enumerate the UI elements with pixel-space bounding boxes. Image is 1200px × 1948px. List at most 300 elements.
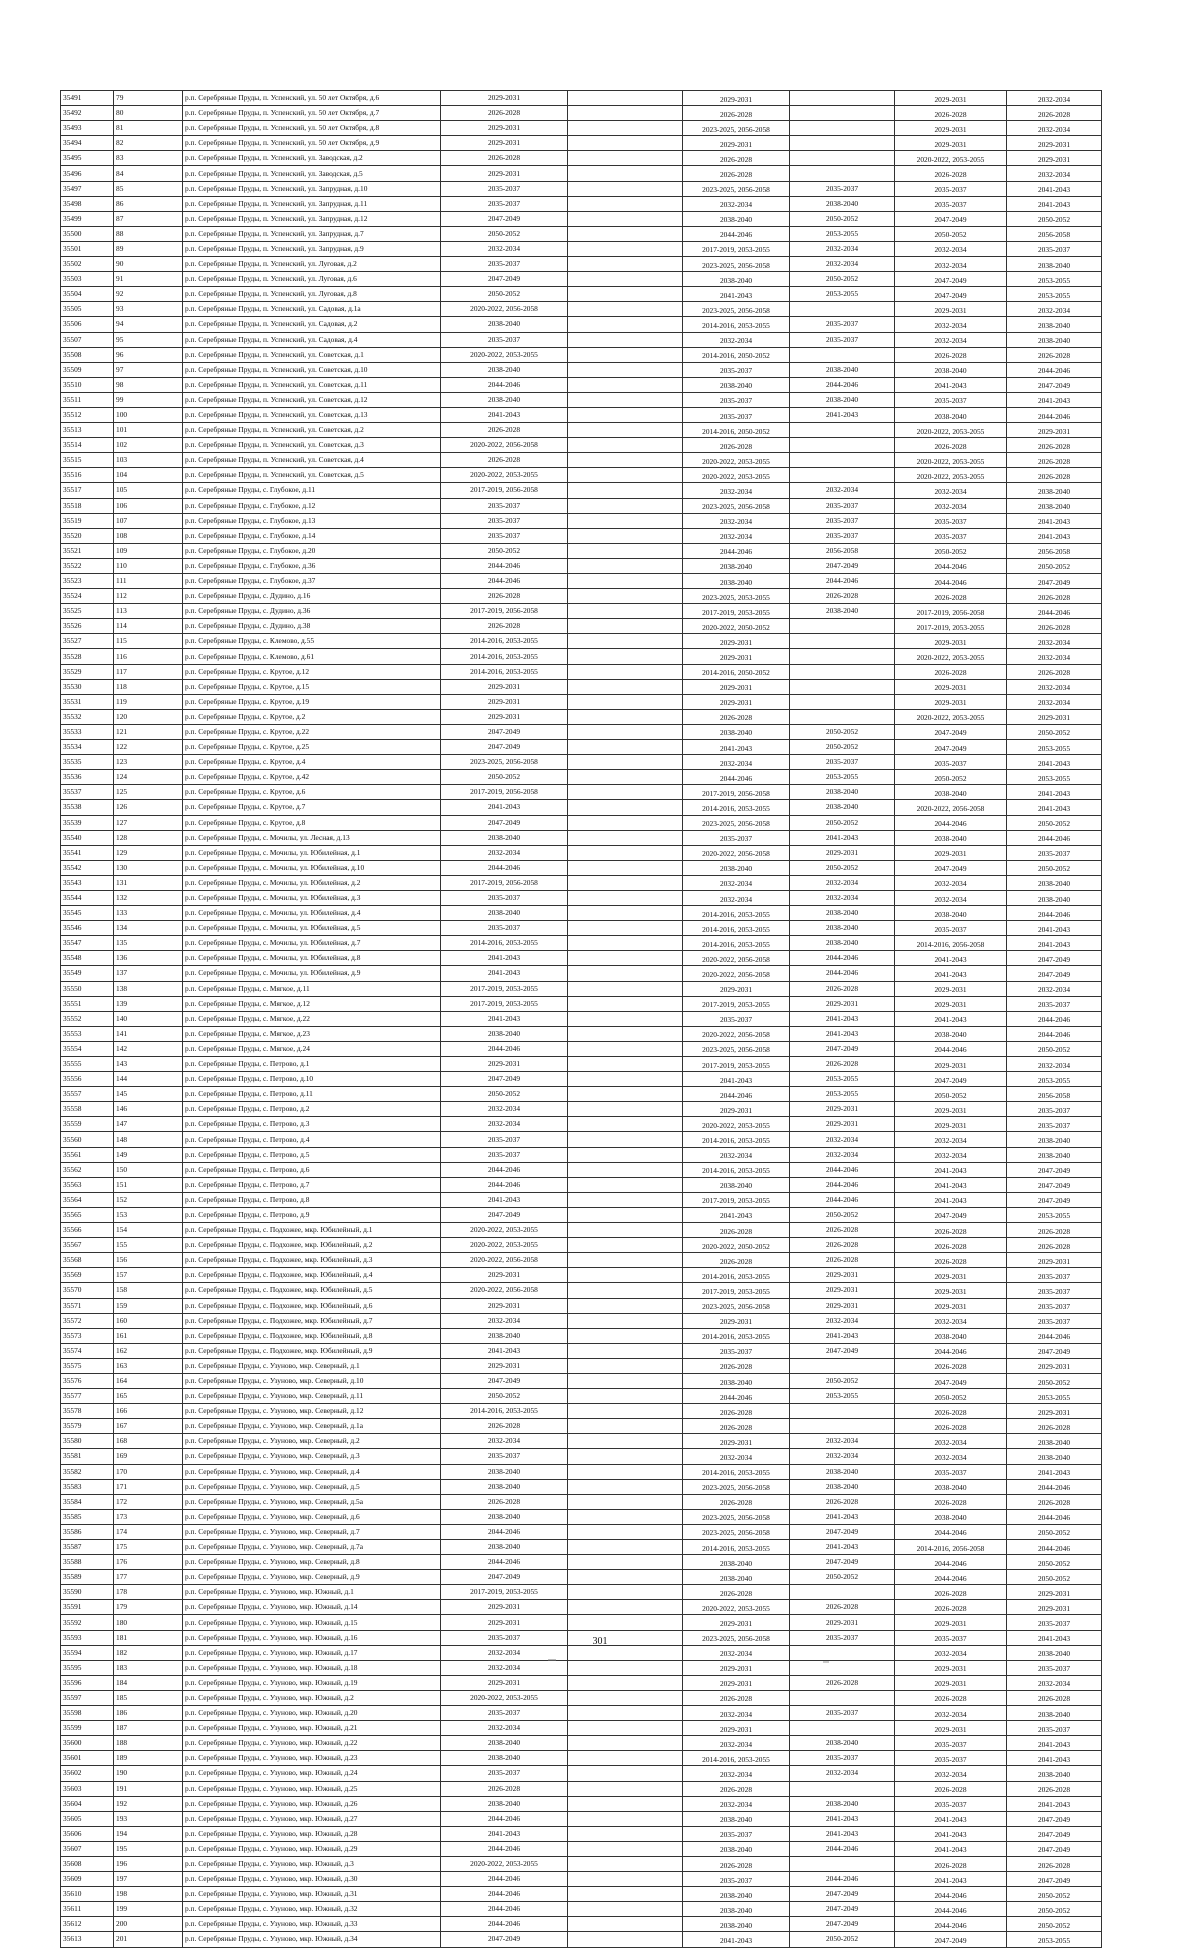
period-cell-1: 2050-2052 xyxy=(441,1087,568,1102)
period-cell-2 xyxy=(568,1328,683,1343)
table-row xyxy=(61,981,1102,996)
period-cell-3: 2044-2046 xyxy=(683,1087,790,1102)
period-cell-1: 2020-2022, 2053-2055 xyxy=(441,1223,568,1238)
period-cell-3: 2020-2022, 2056-2058 xyxy=(683,951,790,966)
period-cell-4: 2029-2031 xyxy=(790,1117,895,1132)
table-row xyxy=(61,1026,1102,1041)
period-cell-2 xyxy=(568,196,683,211)
period-cell-2 xyxy=(568,619,683,634)
period-cell-5: 2044-2046 xyxy=(895,558,1007,573)
period-cell-5: 2038-2040 xyxy=(895,362,1007,377)
record-id-cell: 35558 xyxy=(61,1102,114,1117)
period-cell-5: 2035-2037 xyxy=(895,181,1007,196)
period-cell-6: 2041-2043 xyxy=(1007,1736,1102,1751)
period-cell-5: 2035-2037 xyxy=(895,513,1007,528)
table-row xyxy=(61,845,1102,860)
address-cell: р.п. Серебряные Пруды, с. Узуново, мкр. Северный, д.3 xyxy=(183,1449,441,1464)
address-cell: р.п. Серебряные Пруды, с. Подхожее, мкр. Юбилейный, д.7 xyxy=(183,1313,441,1328)
period-cell-4: 2041-2043 xyxy=(790,1509,895,1524)
record-id-cell: 35526 xyxy=(61,619,114,634)
period-cell-2 xyxy=(568,468,683,483)
row-number-cell: 194 xyxy=(114,1826,183,1841)
period-cell-3: 2026-2028 xyxy=(683,1585,790,1600)
row-number-cell: 154 xyxy=(114,1223,183,1238)
period-cell-6: 2050-2052 xyxy=(1007,1041,1102,1056)
period-cell-4: 2035-2037 xyxy=(790,498,895,513)
address-cell: р.п. Серебряные Пруды, п. Успенский, ул. Заводская, д.2 xyxy=(183,151,441,166)
period-cell-2 xyxy=(568,1373,683,1388)
period-cell-6: 2038-2040 xyxy=(1007,483,1102,498)
period-cell-4: 2026-2028 xyxy=(790,589,895,604)
period-cell-4: 2035-2037 xyxy=(790,1706,895,1721)
address-cell: р.п. Серебряные Пруды, п. Успенский, ул. Запрудная, д.12 xyxy=(183,211,441,226)
period-cell-4: 2032-2034 xyxy=(790,1766,895,1781)
period-cell-4: 2026-2028 xyxy=(790,1600,895,1615)
period-cell-1: 2020-2022, 2053-2055 xyxy=(441,1690,568,1705)
period-cell-5: 2032-2034 xyxy=(895,1706,1007,1721)
record-id-cell: 35565 xyxy=(61,1207,114,1222)
period-cell-1: 2035-2037 xyxy=(441,1766,568,1781)
period-cell-3: 2029-2031 xyxy=(683,981,790,996)
table-row xyxy=(61,1570,1102,1585)
period-cell-4: 2050-2052 xyxy=(790,1932,895,1947)
period-cell-5: 2032-2034 xyxy=(895,1147,1007,1162)
period-cell-4: 2026-2028 xyxy=(790,981,895,996)
period-cell-6: 2035-2037 xyxy=(1007,1117,1102,1132)
period-cell-3: 2029-2031 xyxy=(683,1615,790,1630)
period-cell-6: 2053-2055 xyxy=(1007,1207,1102,1222)
record-id-cell: 35578 xyxy=(61,1404,114,1419)
period-cell-4: 2053-2055 xyxy=(790,287,895,302)
period-cell-1: 2047-2049 xyxy=(441,1932,568,1947)
period-cell-3: 2038-2040 xyxy=(683,1177,790,1192)
period-cell-2 xyxy=(568,1917,683,1932)
row-number-cell: 118 xyxy=(114,679,183,694)
record-id-cell: 35530 xyxy=(61,679,114,694)
row-number-cell: 153 xyxy=(114,1207,183,1222)
period-cell-5: 2026-2028 xyxy=(895,1253,1007,1268)
row-number-cell: 200 xyxy=(114,1917,183,1932)
record-id-cell: 35585 xyxy=(61,1509,114,1524)
address-cell: р.п. Серебряные Пруды, с. Глубокое, д.11 xyxy=(183,483,441,498)
table-row xyxy=(61,121,1102,136)
address-cell: р.п. Серебряные Пруды, с. Узуново, мкр. Южный, д.29 xyxy=(183,1841,441,1856)
period-cell-1: 2041-2043 xyxy=(441,966,568,981)
period-cell-4: 2029-2031 xyxy=(790,1615,895,1630)
record-id-cell: 35601 xyxy=(61,1751,114,1766)
period-cell-6: 2050-2052 xyxy=(1007,211,1102,226)
period-cell-1: 2032-2034 xyxy=(441,1117,568,1132)
row-number-cell: 170 xyxy=(114,1464,183,1479)
table-row xyxy=(61,1072,1102,1087)
period-cell-4: 2044-2046 xyxy=(790,1872,895,1887)
row-number-cell: 152 xyxy=(114,1192,183,1207)
address-cell: р.п. Серебряные Пруды, п. Успенский, ул. Заводская, д.5 xyxy=(183,166,441,181)
table-row xyxy=(61,830,1102,845)
period-cell-4: 2050-2052 xyxy=(790,211,895,226)
period-cell-2 xyxy=(568,302,683,317)
period-cell-2 xyxy=(568,226,683,241)
table-row xyxy=(61,1660,1102,1675)
address-cell: р.п. Серебряные Пруды, с. Мягкое, д.22 xyxy=(183,1011,441,1026)
period-cell-4 xyxy=(790,1781,895,1796)
record-id-cell: 35567 xyxy=(61,1238,114,1253)
record-id-cell: 35602 xyxy=(61,1766,114,1781)
row-number-cell: 150 xyxy=(114,1162,183,1177)
record-id-cell: 35511 xyxy=(61,392,114,407)
record-id-cell: 35611 xyxy=(61,1902,114,1917)
table-row xyxy=(61,1358,1102,1373)
period-cell-1: 2044-2046 xyxy=(441,1841,568,1856)
record-id-cell: 35518 xyxy=(61,498,114,513)
row-number-cell: 137 xyxy=(114,966,183,981)
row-number-cell: 163 xyxy=(114,1358,183,1373)
period-cell-3: 2032-2034 xyxy=(683,528,790,543)
period-cell-1: 2047-2049 xyxy=(441,272,568,287)
table-row xyxy=(61,1268,1102,1283)
address-cell: р.п. Серебряные Пруды, с. Узуново, мкр. Южный, д.14 xyxy=(183,1600,441,1615)
period-cell-3: 2014-2016, 2053-2055 xyxy=(683,1540,790,1555)
record-id-cell: 35549 xyxy=(61,966,114,981)
row-number-cell: 191 xyxy=(114,1781,183,1796)
table-row xyxy=(61,1917,1102,1932)
record-id-cell: 35582 xyxy=(61,1464,114,1479)
period-cell-4 xyxy=(790,1645,895,1660)
record-id-cell: 35593 xyxy=(61,1630,114,1645)
period-cell-2 xyxy=(568,1706,683,1721)
period-cell-2 xyxy=(568,1162,683,1177)
address-cell: р.п. Серебряные Пруды, с. Узуново, мкр. Южный, д.26 xyxy=(183,1796,441,1811)
period-cell-2 xyxy=(568,1057,683,1072)
row-number-cell: 186 xyxy=(114,1706,183,1721)
period-cell-6: 2035-2037 xyxy=(1007,1615,1102,1630)
period-cell-6: 2035-2037 xyxy=(1007,1313,1102,1328)
period-cell-3: 2041-2043 xyxy=(683,1207,790,1222)
period-cell-4: 2041-2043 xyxy=(790,1011,895,1026)
table-row xyxy=(61,543,1102,558)
period-cell-5: 2026-2028 xyxy=(895,1781,1007,1796)
period-cell-2 xyxy=(568,936,683,951)
period-cell-1: 2014-2016, 2053-2055 xyxy=(441,634,568,649)
period-cell-1: 2035-2037 xyxy=(441,1630,568,1645)
record-id-cell: 35516 xyxy=(61,468,114,483)
period-cell-4: 2038-2040 xyxy=(790,1464,895,1479)
table-row xyxy=(61,377,1102,392)
record-id-cell: 35603 xyxy=(61,1781,114,1796)
table-row xyxy=(61,1313,1102,1328)
address-cell: р.п. Серебряные Пруды, п. Успенский, ул. Луговая, д.2 xyxy=(183,257,441,272)
period-cell-5: 2029-2031 xyxy=(895,1102,1007,1117)
period-cell-2 xyxy=(568,694,683,709)
period-cell-1: 2044-2046 xyxy=(441,1887,568,1902)
period-cell-3: 2032-2034 xyxy=(683,1147,790,1162)
period-cell-2 xyxy=(568,1479,683,1494)
row-number-cell: 151 xyxy=(114,1177,183,1192)
period-cell-5: 2029-2031 xyxy=(895,136,1007,151)
row-number-cell: 102 xyxy=(114,438,183,453)
period-cell-4 xyxy=(790,347,895,362)
record-id-cell: 35501 xyxy=(61,241,114,256)
address-cell: р.п. Серебряные Пруды, с. Узуново, мкр. Северный, д.7а xyxy=(183,1540,441,1555)
period-cell-2 xyxy=(568,1751,683,1766)
period-cell-5: 2026-2028 xyxy=(895,347,1007,362)
period-cell-4 xyxy=(790,694,895,709)
address-cell: р.п. Серебряные Пруды, с. Узуново, мкр. Северный, д.4 xyxy=(183,1464,441,1479)
period-cell-5: 2029-2031 xyxy=(895,1298,1007,1313)
period-cell-2 xyxy=(568,1223,683,1238)
address-cell: р.п. Серебряные Пруды, с. Дудино, д.16 xyxy=(183,589,441,604)
period-cell-6: 2032-2034 xyxy=(1007,649,1102,664)
period-cell-2 xyxy=(568,679,683,694)
record-id-cell: 35541 xyxy=(61,845,114,860)
period-cell-5: 2044-2046 xyxy=(895,1555,1007,1570)
period-cell-5: 2020-2022, 2053-2055 xyxy=(895,151,1007,166)
period-cell-2 xyxy=(568,543,683,558)
period-cell-5: 2041-2043 xyxy=(895,377,1007,392)
table-row xyxy=(61,694,1102,709)
row-number-cell: 156 xyxy=(114,1253,183,1268)
period-cell-2 xyxy=(568,966,683,981)
period-cell-3: 2044-2046 xyxy=(683,1389,790,1404)
record-id-cell: 35574 xyxy=(61,1343,114,1358)
address-cell: р.п. Серебряные Пруды, п. Успенский, ул. Советская, д.12 xyxy=(183,392,441,407)
period-cell-5: 2026-2028 xyxy=(895,1419,1007,1434)
table-row xyxy=(61,1419,1102,1434)
row-number-cell: 185 xyxy=(114,1690,183,1705)
table-row xyxy=(61,619,1102,634)
period-cell-6: 2056-2058 xyxy=(1007,1087,1102,1102)
period-cell-6: 2038-2040 xyxy=(1007,875,1102,890)
period-cell-3: 2038-2040 xyxy=(683,1570,790,1585)
period-cell-6: 2038-2040 xyxy=(1007,890,1102,905)
record-id-cell: 35607 xyxy=(61,1841,114,1856)
period-cell-1: 2041-2043 xyxy=(441,1826,568,1841)
period-cell-1: 2035-2037 xyxy=(441,1706,568,1721)
period-cell-4: 2038-2040 xyxy=(790,921,895,936)
address-cell: р.п. Серебряные Пруды, с. Мочилы, ул. Юбилейная, д.5 xyxy=(183,921,441,936)
period-cell-6: 2041-2043 xyxy=(1007,181,1102,196)
period-cell-1: 2050-2052 xyxy=(441,287,568,302)
row-number-cell: 109 xyxy=(114,543,183,558)
record-id-cell: 35590 xyxy=(61,1585,114,1600)
period-cell-5: 2041-2043 xyxy=(895,966,1007,981)
table-row xyxy=(61,1675,1102,1690)
period-cell-4: 2032-2034 xyxy=(790,1434,895,1449)
period-cell-5: 2044-2046 xyxy=(895,1570,1007,1585)
period-cell-2 xyxy=(568,1540,683,1555)
row-number-cell: 135 xyxy=(114,936,183,951)
row-number-cell: 112 xyxy=(114,589,183,604)
period-cell-2 xyxy=(568,347,683,362)
period-cell-4: 2044-2046 xyxy=(790,1177,895,1192)
period-cell-6: 2041-2043 xyxy=(1007,1464,1102,1479)
table-row xyxy=(61,1117,1102,1132)
period-cell-5: 2026-2028 xyxy=(895,1690,1007,1705)
row-number-cell: 148 xyxy=(114,1132,183,1147)
period-cell-3: 2017-2019, 2053-2055 xyxy=(683,241,790,256)
period-cell-4 xyxy=(790,1660,895,1675)
table-row xyxy=(61,211,1102,226)
address-cell: р.п. Серебряные Пруды, с. Узуново, мкр. Северный, д.7 xyxy=(183,1524,441,1539)
record-id-cell: 35538 xyxy=(61,800,114,815)
period-cell-3: 2026-2028 xyxy=(683,151,790,166)
period-cell-3: 2038-2040 xyxy=(683,1902,790,1917)
period-cell-2 xyxy=(568,1313,683,1328)
period-cell-3: 2029-2031 xyxy=(683,1102,790,1117)
period-cell-2 xyxy=(568,377,683,392)
row-number-cell: 199 xyxy=(114,1902,183,1917)
period-cell-1: 2038-2040 xyxy=(441,906,568,921)
period-cell-1: 2038-2040 xyxy=(441,1479,568,1494)
record-id-cell: 35543 xyxy=(61,875,114,890)
table-row xyxy=(61,91,1102,106)
address-cell: р.п. Серебряные Пруды, п. Успенский, ул. Советская, д.1 xyxy=(183,347,441,362)
record-id-cell: 35596 xyxy=(61,1675,114,1690)
address-cell: р.п. Серебряные Пруды, с. Мочилы, ул. Лесная, д.13 xyxy=(183,830,441,845)
record-id-cell: 35508 xyxy=(61,347,114,362)
period-cell-3: 2026-2028 xyxy=(683,1690,790,1705)
row-number-cell: 119 xyxy=(114,694,183,709)
period-cell-1: 2014-2016, 2053-2055 xyxy=(441,1404,568,1419)
period-cell-5: 2041-2043 xyxy=(895,1811,1007,1826)
period-cell-4: 2053-2055 xyxy=(790,226,895,241)
row-number-cell: 176 xyxy=(114,1555,183,1570)
record-id-cell: 35575 xyxy=(61,1358,114,1373)
period-cell-1: 2017-2019, 2056-2058 xyxy=(441,604,568,619)
record-id-cell: 35517 xyxy=(61,483,114,498)
period-cell-5: 2026-2028 xyxy=(895,1585,1007,1600)
row-number-cell: 143 xyxy=(114,1057,183,1072)
table-row xyxy=(61,755,1102,770)
period-cell-1: 2038-2040 xyxy=(441,392,568,407)
table-row xyxy=(61,1177,1102,1192)
period-cell-5: 2029-2031 xyxy=(895,845,1007,860)
period-cell-3: 2038-2040 xyxy=(683,1841,790,1856)
period-cell-1: 2035-2037 xyxy=(441,1147,568,1162)
period-cell-5: 2047-2049 xyxy=(895,211,1007,226)
period-cell-2 xyxy=(568,890,683,905)
period-cell-2 xyxy=(568,151,683,166)
period-cell-1: 2035-2037 xyxy=(441,332,568,347)
row-number-cell: 92 xyxy=(114,287,183,302)
period-cell-1: 2038-2040 xyxy=(441,1540,568,1555)
period-cell-2 xyxy=(568,740,683,755)
period-cell-2 xyxy=(568,211,683,226)
period-cell-1: 2035-2037 xyxy=(441,890,568,905)
period-cell-4 xyxy=(790,302,895,317)
period-cell-1: 2050-2052 xyxy=(441,226,568,241)
row-number-cell: 161 xyxy=(114,1328,183,1343)
record-id-cell: 35492 xyxy=(61,106,114,121)
row-number-cell: 122 xyxy=(114,740,183,755)
period-cell-4: 2041-2043 xyxy=(790,1811,895,1826)
period-cell-4: 2044-2046 xyxy=(790,1192,895,1207)
period-cell-6: 2053-2055 xyxy=(1007,272,1102,287)
period-cell-4: 2032-2034 xyxy=(790,257,895,272)
period-cell-3: 2017-2019, 2053-2055 xyxy=(683,1192,790,1207)
table-row xyxy=(61,1826,1102,1841)
address-cell: р.п. Серебряные Пруды, с. Узуново, мкр. Северный, д.5а xyxy=(183,1494,441,1509)
table-row xyxy=(61,574,1102,589)
period-cell-4 xyxy=(790,166,895,181)
period-cell-3: 2023-2025, 2056-2058 xyxy=(683,815,790,830)
period-cell-3: 2023-2025, 2056-2058 xyxy=(683,1524,790,1539)
address-cell: р.п. Серебряные Пруды, с. Петрово, д.8 xyxy=(183,1192,441,1207)
period-cell-5: 2041-2043 xyxy=(895,1872,1007,1887)
row-number-cell: 128 xyxy=(114,830,183,845)
period-cell-6: 2050-2052 xyxy=(1007,558,1102,573)
period-cell-6: 2032-2034 xyxy=(1007,694,1102,709)
period-cell-3: 2044-2046 xyxy=(683,770,790,785)
row-number-cell: 95 xyxy=(114,332,183,347)
table-row xyxy=(61,453,1102,468)
address-cell: р.п. Серебряные Пруды, с. Крутое, д.8 xyxy=(183,815,441,830)
table-row xyxy=(61,196,1102,211)
row-number-cell: 116 xyxy=(114,649,183,664)
period-cell-3: 2020-2022, 2050-2052 xyxy=(683,1238,790,1253)
period-cell-5: 2026-2028 xyxy=(895,1494,1007,1509)
table-row xyxy=(61,1389,1102,1404)
address-cell: р.п. Серебряные Пруды, с. Узуново, мкр. Северный, д.9 xyxy=(183,1570,441,1585)
period-cell-6: 2038-2040 xyxy=(1007,1132,1102,1147)
address-cell: р.п. Серебряные Пруды, с. Мочилы, ул. Юбилейная, д.3 xyxy=(183,890,441,905)
period-cell-3: 2032-2034 xyxy=(683,483,790,498)
record-id-cell: 35507 xyxy=(61,332,114,347)
record-id-cell: 35498 xyxy=(61,196,114,211)
period-cell-1: 2044-2046 xyxy=(441,574,568,589)
address-cell: р.п. Серебряные Пруды, п. Успенский, ул. Советская, д.11 xyxy=(183,377,441,392)
table-row xyxy=(61,1253,1102,1268)
period-cell-1: 2038-2040 xyxy=(441,1026,568,1041)
period-cell-3: 2035-2037 xyxy=(683,1011,790,1026)
address-cell: р.п. Серебряные Пруды, с. Узуново, мкр. Южный, д.18 xyxy=(183,1660,441,1675)
period-cell-6: 2050-2052 xyxy=(1007,1887,1102,1902)
record-id-cell: 35554 xyxy=(61,1041,114,1056)
period-cell-1: 2026-2028 xyxy=(441,1419,568,1434)
period-cell-4: 2032-2034 xyxy=(790,1313,895,1328)
table-row xyxy=(61,815,1102,830)
period-cell-3: 2032-2034 xyxy=(683,1645,790,1660)
period-cell-4 xyxy=(790,634,895,649)
record-id-cell: 35612 xyxy=(61,1917,114,1932)
period-cell-3: 2020-2022, 2050-2052 xyxy=(683,619,790,634)
row-number-cell: 179 xyxy=(114,1600,183,1615)
period-cell-3: 2032-2034 xyxy=(683,1449,790,1464)
table-row xyxy=(61,1721,1102,1736)
period-cell-4: 2047-2049 xyxy=(790,1524,895,1539)
record-id-cell: 35588 xyxy=(61,1555,114,1570)
period-cell-5: 2029-2031 xyxy=(895,996,1007,1011)
period-cell-2 xyxy=(568,1132,683,1147)
period-cell-6: 2035-2037 xyxy=(1007,1298,1102,1313)
period-cell-1: 2035-2037 xyxy=(441,498,568,513)
period-cell-6: 2029-2031 xyxy=(1007,1404,1102,1419)
table-row xyxy=(61,936,1102,951)
period-cell-1: 2038-2040 xyxy=(441,1796,568,1811)
period-cell-5: 2035-2037 xyxy=(895,392,1007,407)
address-cell: р.п. Серебряные Пруды, с. Клемово, д.55 xyxy=(183,634,441,649)
period-cell-5: 2041-2043 xyxy=(895,1841,1007,1856)
row-number-cell: 130 xyxy=(114,860,183,875)
period-cell-1: 2029-2031 xyxy=(441,1600,568,1615)
table-row xyxy=(61,1147,1102,1162)
table-row xyxy=(61,1555,1102,1570)
record-id-cell: 35527 xyxy=(61,634,114,649)
period-cell-5: 2014-2016, 2056-2058 xyxy=(895,1540,1007,1555)
row-number-cell: 129 xyxy=(114,845,183,860)
record-id-cell: 35563 xyxy=(61,1177,114,1192)
record-id-cell: 35572 xyxy=(61,1313,114,1328)
